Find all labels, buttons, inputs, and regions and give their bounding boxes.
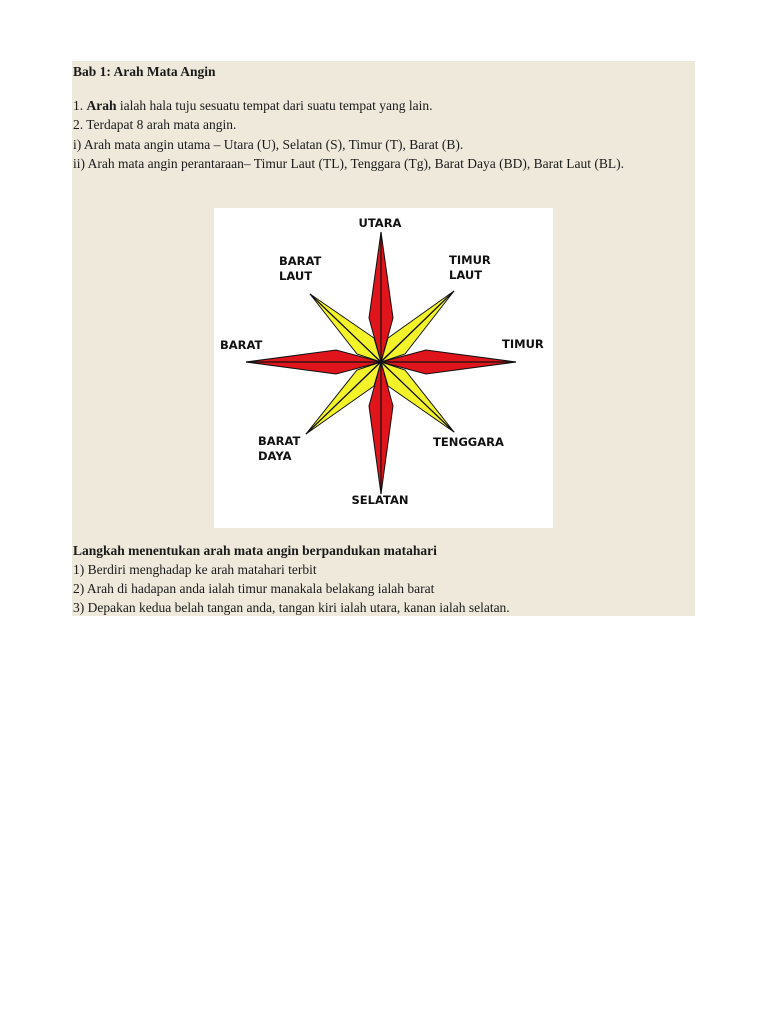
compass-rose <box>214 208 553 528</box>
paragraph-count: 2. Terdapat 8 arah mata angin. <box>73 117 237 132</box>
step-item: 2) Arah di hadapan anda ialah timur manakala belakang ialah barat <box>73 581 435 596</box>
label-northeast-line1: TIMUR <box>449 253 491 267</box>
label-southwest-line1: BARAT <box>258 434 301 448</box>
chapter-title: Bab 1: Arah Mata Angin <box>73 64 216 79</box>
paragraph-intermediate-directions: ii) Arah mata angin perantaraan– Timur Laut (TL), Tenggara (Tg), Barat Daya (BD), Barat Laut (BL). <box>73 156 624 171</box>
paragraph-main-directions: i) Arah mata angin utama – Utara (U), Selatan (S), Timur (T), Barat (B). <box>73 137 464 152</box>
paragraph-number: 1. <box>73 98 87 113</box>
compass-rose-figure <box>214 208 553 528</box>
steps-heading: Langkah menentukan arah mata angin berpandukan matahari <box>73 543 437 558</box>
label-south: SELATAN <box>351 493 409 507</box>
step-item: 3) Depakan kedua belah tangan anda, tangan kiri ialah utara, kanan ialah selatan. <box>73 600 510 615</box>
step-item: 1) Berdiri menghadap ke arah matahari terbit <box>73 562 317 577</box>
label-northeast-line2: LAUT <box>449 268 483 282</box>
definition-text: ialah hala tuju sesuatu tempat dari suatu tempat yang lain. <box>116 98 433 113</box>
label-east: TIMUR <box>502 337 544 351</box>
label-northwest-line1: BARAT <box>279 254 322 268</box>
label-southwest-line2: DAYA <box>258 449 292 463</box>
term-arah: Arah <box>86 98 117 113</box>
label-southeast: TENGGARA <box>433 435 504 449</box>
label-north: UTARA <box>358 216 402 230</box>
label-west: BARAT <box>220 338 263 352</box>
paragraph-definition <box>73 96 433 115</box>
label-northwest-line2: LAUT <box>279 269 313 283</box>
